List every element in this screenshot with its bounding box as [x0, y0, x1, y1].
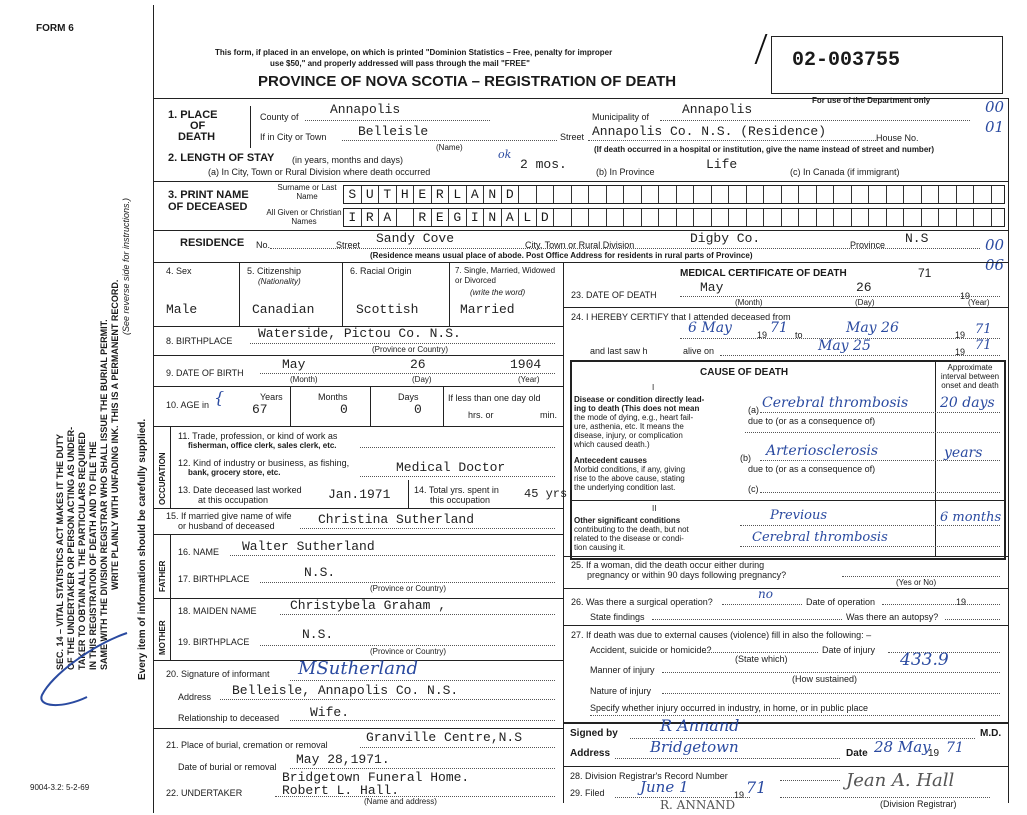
dept-code2: 01 [985, 118, 1005, 136]
given-letter-cell [554, 209, 572, 226]
surname-letter-cell [922, 186, 940, 203]
given-letter-cell: I [344, 209, 362, 226]
surname-boxes [343, 185, 1005, 204]
surname-letter-cell: E [414, 186, 432, 203]
notice-line2: use $50," and properly addressed will pass through the mail "FREE" [270, 59, 530, 68]
given-letter-cell: L [519, 209, 537, 226]
municipality-value: Annapolis [682, 102, 753, 117]
surname-letter-cell [974, 186, 992, 203]
burial-date: May 28,1971. [296, 752, 390, 767]
informant-relationship: Wife. [310, 705, 350, 720]
surname-letter-cell [572, 186, 590, 203]
stay-city-value: 2 mos. [520, 157, 567, 172]
dob-month: May [282, 357, 306, 372]
physician-address: Bridgetown [650, 738, 739, 756]
sex-value: Male [166, 302, 198, 317]
side-line2: OF THE UNDERTAKER OR PERSON ACTING AS UNDER- [66, 426, 76, 670]
surname-letter-cell [939, 186, 957, 203]
mother-maiden: Christybela Graham , [290, 598, 447, 613]
mother-birthplace: N.S. [302, 627, 334, 642]
racial-origin-value: Scottish [356, 302, 419, 317]
given-letter-cell [852, 209, 870, 226]
given-letter-cell: I [467, 209, 485, 226]
given-boxes [343, 208, 1005, 227]
surname-letter-cell [817, 186, 835, 203]
given-letter-cell [642, 209, 660, 226]
dept-code1: 00 [985, 98, 1005, 116]
surname-letter-cell [537, 186, 555, 203]
reg-number: 02-003755 [792, 49, 901, 72]
frame-top [153, 98, 1009, 99]
notice-line1: This form, if placed in an envelope, on which is printed "Dominion Statistics – Free, penalty for improper [215, 48, 613, 57]
signature-date: 28 May [874, 738, 931, 756]
side-line1: SEC. 14 – VITAL STATISTICS ACT MAKES IT THE DUTY [55, 433, 65, 670]
surname-letter-cell: D [502, 186, 520, 203]
given-letter-cell [677, 209, 695, 226]
given-letter-cell [694, 209, 712, 226]
surname-letter-cell [764, 186, 782, 203]
surname-letter-cell: T [379, 186, 397, 203]
given-letter-cell [747, 209, 765, 226]
birthplace-value: Waterside, Pictou Co. N.S. [258, 326, 461, 341]
given-letter-cell: A [502, 209, 520, 226]
given-letter-cell [869, 209, 887, 226]
given-letter-cell [799, 209, 817, 226]
surname-letter-cell [834, 186, 852, 203]
surname-letter-cell [799, 186, 817, 203]
surname-letter-cell [694, 186, 712, 203]
annand-stamp: R. ANNAND [660, 798, 736, 812]
filed-date: June 1 [640, 778, 689, 796]
spouse-value: Christina Sutherland [318, 512, 475, 527]
dept-code4: 06 [985, 256, 1005, 274]
given-letter-cell [659, 209, 677, 226]
given-letter-cell [887, 209, 905, 226]
surname-letter-cell [852, 186, 870, 203]
cause-a: Cerebral thrombosis [762, 395, 909, 411]
surname-letter-cell [712, 186, 730, 203]
surname-letter-cell [642, 186, 660, 203]
surname-letter-cell [887, 186, 905, 203]
side-line7: (See reverse side for instructions.) [121, 197, 131, 335]
surgery-value: no [758, 587, 773, 601]
father-birthplace: N.S. [304, 565, 336, 580]
residence-city: Digby Co. [690, 231, 761, 246]
surname-letter-cell: U [362, 186, 380, 203]
surname-letter-cell [659, 186, 677, 203]
registrar-signature: Jean A. Hall [846, 770, 955, 791]
dob-day: 26 [410, 357, 426, 372]
surname-letter-cell: H [397, 186, 415, 203]
marital-value: Married [460, 302, 515, 317]
stay-label: 2. LENGTH OF STAY [168, 152, 275, 164]
side-line4: IN THIS REGISTRATION OF DEATH AND TO FILE THE [88, 441, 98, 670]
father-name: Walter Sutherland [242, 539, 375, 554]
surname-letter-cell: A [467, 186, 485, 203]
given-letter-cell: E [432, 209, 450, 226]
county-value: Annapolis [330, 102, 401, 117]
citizenship-value: Canadian [252, 302, 315, 317]
side-line5: SAME WITH THE DIVISION REGISTRAR WHO SHALL ISSUE THE BURIAL PERMIT. [99, 319, 109, 670]
city-value: Belleisle [358, 124, 429, 139]
other-interval: 6 months [940, 510, 1002, 525]
surname-letter-cell [624, 186, 642, 203]
death-day: 26 [856, 280, 872, 295]
residence-label: RESIDENCE [180, 237, 245, 249]
surname-letter-cell [607, 186, 625, 203]
form-code: 9004-3.2: 5-2-69 [30, 783, 90, 792]
given-letter-cell [939, 209, 957, 226]
given-letter-cell: A [379, 209, 397, 226]
given-letter-cell [397, 209, 415, 226]
residence-province: N.S [905, 231, 929, 246]
other-condition-2: Cerebral thrombosis [752, 530, 888, 545]
given-letter-cell [974, 209, 992, 226]
cause-title: CAUSE OF DEATH [700, 367, 789, 378]
frame-right [1008, 98, 1009, 803]
given-letter-cell [607, 209, 625, 226]
given-letter-cell [834, 209, 852, 226]
last-worked-value: Jan.1971 [328, 487, 391, 502]
age-days: 0 [414, 402, 422, 417]
surname-letter-cell [519, 186, 537, 203]
given-letter-cell [817, 209, 835, 226]
given-letter-cell [957, 209, 975, 226]
residence-street: Sandy Cove [376, 231, 455, 246]
given-letter-cell: G [449, 209, 467, 226]
form-label: FORM 6 [36, 23, 74, 34]
frame-left [153, 5, 154, 813]
surname-letter-cell: N [484, 186, 502, 203]
name-label: 3. PRINT NAME OF DECEASED [168, 189, 249, 213]
burial-place: Granville Centre,N.S [366, 730, 523, 745]
side-line3: TAKER TO OBTAIN ALL THE PARTICULARS REQUIRED [77, 432, 87, 670]
surname-letter-cell [589, 186, 607, 203]
surname-letter-cell: S [344, 186, 362, 203]
medical-title: MEDICAL CERTIFICATE OF DEATH [680, 268, 847, 279]
death-month: May [700, 280, 724, 295]
other-condition-1: Previous [770, 508, 828, 523]
cause-a-interval: 20 days [940, 395, 995, 411]
given-letter-cell [572, 209, 590, 226]
place-label: 1. PLACE OF DEATH [168, 109, 218, 143]
dept-code3: 00 [985, 236, 1005, 254]
cause-b: Arteriosclerosis [766, 443, 879, 459]
given-letter-cell [904, 209, 922, 226]
given-letter-cell [712, 209, 730, 226]
physician-signature: R Annand [660, 716, 740, 735]
undertaker-line2: Robert L. Hall. [282, 783, 400, 798]
given-letter-cell: N [484, 209, 502, 226]
surname-letter-cell [747, 186, 765, 203]
surname-letter-cell: R [432, 186, 450, 203]
cause-code: 433.9 [900, 650, 949, 670]
surname-letter-cell [729, 186, 747, 203]
surname-letter-cell [869, 186, 887, 203]
reg-number-box [771, 36, 1003, 94]
informant-signature: MSutherland [298, 658, 419, 679]
surname-letter-cell [904, 186, 922, 203]
stay-province-value: Life [706, 157, 738, 172]
street-value: Annapolis Co. N.S. (Residence) [592, 124, 827, 139]
given-letter-cell [589, 209, 607, 226]
place-bracket [250, 106, 251, 148]
given-letter-cell: D [537, 209, 555, 226]
given-letter-cell [782, 209, 800, 226]
side-line8: Every item of information should be carefully supplied. [137, 418, 148, 680]
page-title: PROVINCE OF NOVA SCOTIA – REGISTRATION OF DEATH [258, 73, 677, 90]
given-letter-cell [764, 209, 782, 226]
dob-year: 1904 [510, 357, 542, 372]
surname-letter-cell [957, 186, 975, 203]
industry-value: Medical Doctor [396, 460, 506, 475]
dept-use: For use of the Department only [812, 96, 931, 105]
age-months: 0 [340, 402, 348, 417]
age-years: 67 [252, 402, 268, 417]
side-line6: WRITE PLAINLY WITH UNFADING INK. THIS IS A PERMANENT RECORD. [110, 279, 120, 590]
given-letter-cell [922, 209, 940, 226]
cause-b-interval: years [944, 445, 983, 461]
side-scribble [32, 625, 142, 715]
given-letter-cell [624, 209, 642, 226]
given-letter-cell: R [362, 209, 380, 226]
surname-letter-cell [554, 186, 572, 203]
total-years-value: 45 yrs [524, 487, 568, 501]
surname-letter-cell [677, 186, 695, 203]
surname-letter-cell [782, 186, 800, 203]
given-letter-cell [729, 209, 747, 226]
undertaker-line1: Bridgetown Funeral Home. [282, 770, 470, 785]
informant-address: Belleisle, Annapolis Co. N.S. [232, 683, 459, 698]
given-letter-cell: R [414, 209, 432, 226]
surname-letter-cell: L [449, 186, 467, 203]
